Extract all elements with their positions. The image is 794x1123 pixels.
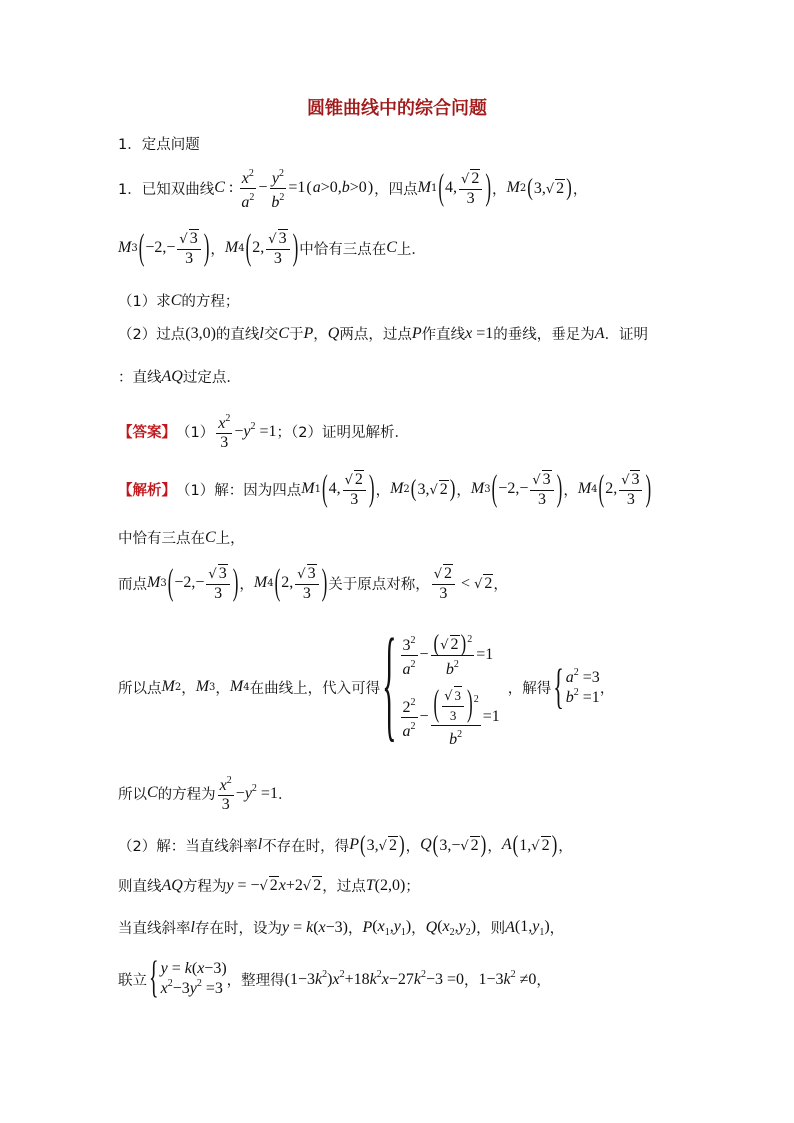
problem-line-2: M 3 ( −2,− $\frac{√ 3}{3}$ ) ， M 4 ( 2, $\frac{√ 3}{3}$ ) 中恰有三点在 C 上． bbox=[118, 226, 426, 268]
analysis-line-2: 中恰有三点在 C 上， bbox=[118, 528, 245, 547]
analysis-part-2-line-1: （2）解：当直线斜率 l 不存在时，得 P ( 3,√ 2 ) ， Q ( 3,−√ 2 ) ， A ( 1,√ 2 ) ， bbox=[118, 831, 573, 858]
question-2-line-2: ：直线 AQ 过定点． bbox=[118, 367, 241, 386]
joint-system: y = k(x−3) $x^2-3y^2 =3$ bbox=[160, 960, 227, 997]
problem-line-1: 1．已知双曲线 C : $\frac{x^2}{a^2}$ − $\frac{y^2}{b^2}$ =1(a>0,b>0) ，四点 M 1 ( 4, $\frac{√ 2}{3}$ ) ， M 2 ( 3,√ 2 ) ， bbox=[118, 166, 588, 211]
solution-system: $a^2 =3$ $b^2 =1$ bbox=[565, 667, 600, 706]
question-2-line-1: （2）过点 (3,0) 的直线 l 交 C 于 P ， Q 两点，过点 P 作直线 x =1 的垂线，垂足为 A ．证明 bbox=[118, 324, 649, 343]
section-heading: 1．定点问题 bbox=[118, 137, 200, 153]
question-1: （1）求 C 的方程； bbox=[118, 291, 240, 310]
analysis-part-2-line-2: 则直线 AQ 方程为 y = −√ 2x+2√ 2 ，过点 T (2,0) ； bbox=[118, 876, 420, 895]
analysis-part-2-line-3: 当直线斜率 l 存在时，设为 y = k(x−3) ， P $(x_1,y_1)$ ， Q $(x_2,y_2)$ ，则 A $(1,y_1)$ ， bbox=[118, 917, 565, 938]
analysis-line-4: 所以点 M 2 ， M 3 ， M 4 在曲线上，代入可得 { $\frac{3^2}{a^2}$ − $\frac{(√ 2 )^2}{b^2}$ =1 $\frac{2^2}{a^2}$ − ( $\frac{√ 3}{3}$ )$^2$ $b^2$ =1 ，解得 { $a^2 =3$ $b^2 =1$ ， bbox=[118, 615, 615, 755]
page-title: 圆锥曲线中的综合问题 bbox=[307, 98, 487, 119]
equation-system: $\frac{3^2}{a^2}$ − $\frac{(√ 2 )^2}{b^2}$ =1 $\frac{2^2}{a^2}$ − ( $\frac{√ 3}{3}$ )$^2$ $b^2$ =1 bbox=[402, 630, 500, 748]
analysis-line-1: 【解析】 （1）解：因为四点 M 1 ( 4, $\frac{√ 2}{3}$ ) ， M 2 ( 3,√ 2 ) ， M 3 ( −2,− $\frac{√ 3}{3}$ ) ， M 4 ( 2, $\frac{√ 3}{3}$ ) bbox=[118, 467, 652, 509]
answer-line: 【答案】 （1） $\frac{x^2}{3}$ $-y^2 =1$ ；（2）证明见解析． bbox=[118, 410, 409, 452]
analysis-part-2-line-4: 联立 { y = k(x−3) $x^2-3y^2 =3$ ，整理得 $(1-3k^2)x^2+18k^2x-27k^2-3 =0$ ， $1-3k^2 \ne 0$ ， bbox=[118, 953, 551, 1003]
analysis-line-5: 所以 C 的方程为 $\frac{x^2}{3}$ $-y^2 =1$ ． bbox=[118, 772, 292, 814]
analysis-line-3: 而点 M 3 ( −2,− $\frac{√ 3}{3}$ ) ， M 4 ( 2, $\frac{√ 3}{3}$ ) 关于原点对称， $\frac{√ 2}{3}$ < √ 2 ， bbox=[118, 561, 508, 603]
